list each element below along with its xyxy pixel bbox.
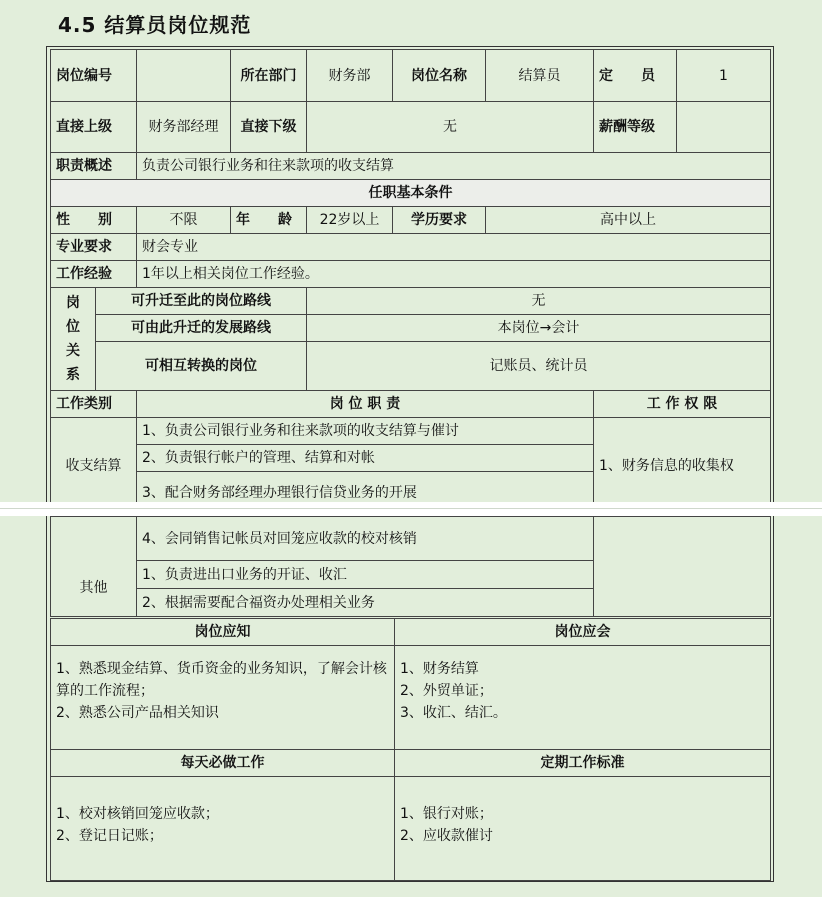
transfer-label: 可相互转换的岗位 (96, 342, 307, 391)
relation-char: 位 (66, 319, 80, 335)
know-line: 1、熟悉现金结算、货币资金的业务知识，了解会计核算的工作流程； (56, 661, 387, 699)
pos-no-label: 岗位编号 (51, 50, 137, 102)
job-spec-table-part1 (50, 49, 771, 514)
page-break-gap (0, 502, 822, 516)
major-label: 专业要求 (51, 234, 137, 261)
transfer-value: 记账员、统计员 (307, 342, 771, 391)
duty-item: 1、负责进出口业务的开证、收汇 (137, 561, 594, 589)
daily-line: 2、登记日记账； (56, 828, 163, 844)
age-value: 22岁以上 (307, 207, 393, 234)
promote-to-value: 无 (307, 288, 771, 315)
periodic-header: 定期工作标准 (395, 750, 771, 777)
skill-line: 2、外贸单证； (400, 683, 493, 699)
authority-item: 1、财务信息的收集权 (594, 418, 771, 514)
relation-char: 系 (66, 367, 80, 383)
job-spec-table-part3 (50, 618, 771, 881)
skill-line: 3、收汇、结汇。 (400, 705, 507, 721)
know-line: 2、熟悉公司产品相关知识 (56, 705, 219, 721)
authority-header: 工 作 权 限 (594, 391, 771, 418)
duty-item: 1、负责公司银行业务和往来款项的收支结算与催讨 (137, 418, 594, 445)
daily-content (51, 777, 395, 881)
staff-value: 1 (677, 50, 771, 102)
duty-item: 2、根据需要配合福资办处理相关业务 (137, 589, 594, 617)
page-break-line (0, 508, 822, 509)
summary-label: 职责概述 (51, 153, 137, 180)
daily-line: 1、校对核销回笼应收款； (56, 806, 219, 822)
work-type-header: 工作类别 (51, 391, 137, 418)
subordinate-value: 无 (307, 102, 594, 153)
staff-label: 定 员 (594, 50, 677, 102)
periodic-line: 1、银行对账； (400, 806, 493, 822)
exp-label: 工作经验 (51, 261, 137, 288)
summary-value: 负责公司银行业务和往来款项的收支结算 (137, 153, 771, 180)
dept-label: 所在部门 (231, 50, 307, 102)
relation-char: 关 (66, 343, 80, 359)
duty-item: 2、负责银行帐户的管理、结算和对帐 (137, 445, 594, 472)
gender-label: 性 别 (51, 207, 137, 234)
duty-item: 4、会同销售记帐员对回笼应收款的校对核销 (137, 517, 594, 561)
skill-header: 岗位应会 (395, 619, 771, 646)
major-value: 财会专业 (137, 234, 771, 261)
promote-to-label: 可升迁至此的岗位路线 (96, 288, 307, 315)
page-title: 4.5 结算员岗位规范 (58, 13, 252, 37)
periodic-line: 2、应收款催讨 (400, 828, 493, 844)
edu-value: 高中以上 (486, 207, 771, 234)
pos-name-value: 结算员 (486, 50, 594, 102)
pos-name-label: 岗位名称 (393, 50, 486, 102)
gender-value: 不限 (137, 207, 231, 234)
category-settlement: 收支结算 (51, 418, 137, 514)
salary-value (677, 102, 771, 153)
superior-value: 财务部经理 (137, 102, 231, 153)
subordinate-label: 直接下级 (231, 102, 307, 153)
salary-label: 薪酬等级 (594, 102, 677, 153)
job-spec-table-part2 (50, 516, 771, 617)
qualification-header: 任职基本条件 (51, 180, 771, 207)
dept-value: 财务部 (307, 50, 393, 102)
relation-label (51, 288, 96, 391)
skill-content (395, 646, 771, 750)
know-content (51, 646, 395, 750)
relation-char: 岗 (66, 295, 80, 311)
edu-label: 学历要求 (393, 207, 486, 234)
exp-value: 1年以上相关岗位工作经验。 (137, 261, 771, 288)
know-header: 岗位应知 (51, 619, 395, 646)
superior-label: 直接上级 (51, 102, 137, 153)
promote-from-value: 本岗位→会计 (307, 315, 771, 342)
daily-header: 每天必做工作 (51, 750, 395, 777)
category-other: 其他 (51, 561, 137, 617)
duty-header: 岗 位 职 责 (137, 391, 594, 418)
skill-line: 1、财务结算 (400, 661, 479, 677)
promote-from-label: 可由此升迁的发展路线 (96, 315, 307, 342)
periodic-content (395, 777, 771, 881)
duty-item: 3、配合财务部经理办理银行信贷业务的开展 (137, 472, 594, 514)
category-settlement-cont (51, 517, 137, 561)
authority-cont (594, 517, 771, 617)
pos-no-value (137, 50, 231, 102)
age-label: 年 龄 (231, 207, 307, 234)
